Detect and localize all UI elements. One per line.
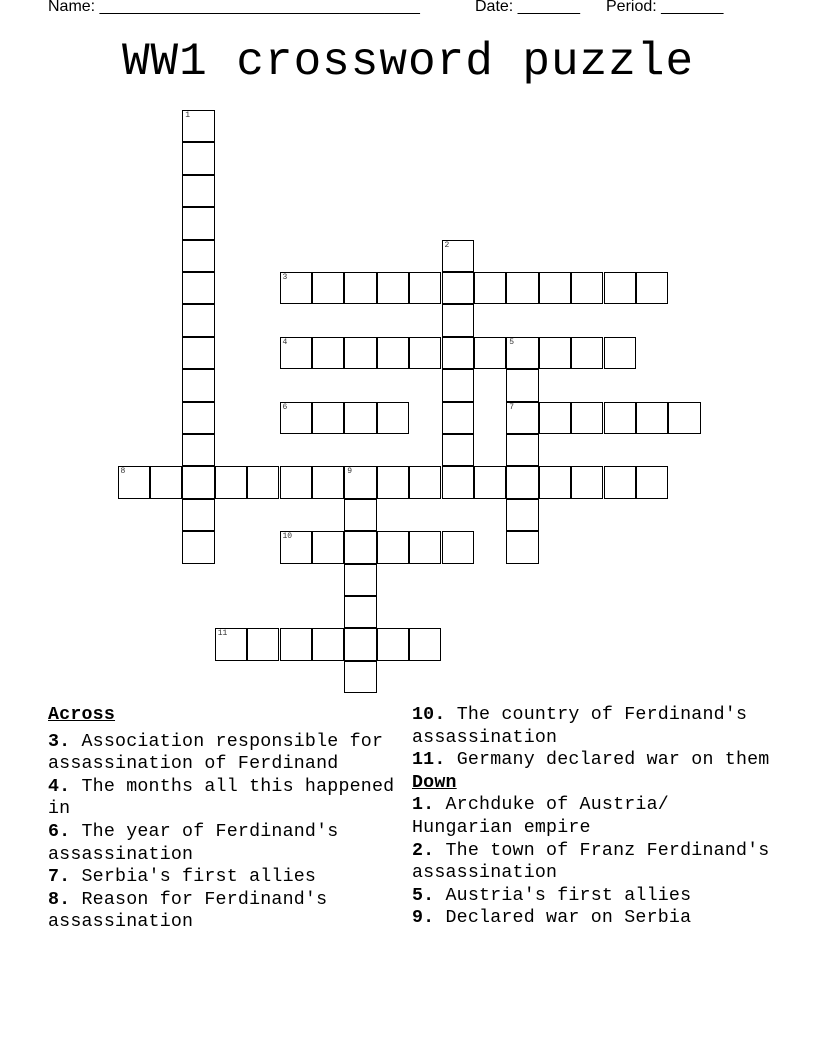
grid-cell[interactable]: [474, 466, 506, 498]
grid-cell[interactable]: [344, 499, 376, 531]
grid-cell[interactable]: [344, 272, 376, 304]
grid-cell[interactable]: [182, 402, 214, 434]
grid-cell[interactable]: [409, 272, 441, 304]
grid-cell[interactable]: [344, 628, 376, 660]
clue-text: The year of Ferdinand's assassination: [48, 821, 339, 865]
grid-cell[interactable]: [506, 337, 538, 369]
clue-number: 10.: [412, 705, 446, 725]
grid-cell[interactable]: [312, 531, 344, 563]
grid-cell[interactable]: [506, 531, 538, 563]
clue-number-label: 5: [509, 337, 515, 347]
clue-number-label: 7: [509, 402, 515, 412]
clue-number: 5.: [412, 885, 435, 906]
grid-cell[interactable]: [344, 402, 376, 434]
grid-cell[interactable]: [442, 369, 474, 401]
grid-cell[interactable]: [377, 466, 409, 498]
grid-cell[interactable]: [377, 272, 409, 304]
clue-number-label: 11: [217, 629, 228, 639]
grid-cell[interactable]: [539, 337, 571, 369]
grid-cell[interactable]: [571, 272, 603, 304]
clue-number-label: 4: [282, 337, 288, 347]
grid-cell[interactable]: [312, 402, 344, 434]
grid-cell[interactable]: [604, 272, 636, 304]
grid-cell[interactable]: [182, 337, 214, 369]
grid-cell[interactable]: [506, 402, 538, 434]
grid-cell[interactable]: [539, 466, 571, 498]
clue-number: 7.: [48, 867, 71, 888]
clue-number-label: 1: [185, 111, 191, 120]
clue-text: Declared war on Serbia: [445, 908, 692, 929]
grid-cell[interactable]: [442, 531, 474, 563]
clue-number: 2.: [412, 840, 435, 861]
grid-cell[interactable]: [442, 402, 474, 434]
grid-cell[interactable]: [150, 466, 182, 498]
clue-number-label: 3: [282, 273, 288, 282]
grid-cell[interactable]: [182, 110, 214, 142]
clue-number: 3.: [48, 731, 71, 752]
grid-cell[interactable]: [442, 434, 474, 466]
grid-cell[interactable]: [182, 142, 214, 174]
grid-cell[interactable]: [539, 272, 571, 304]
clue-text: Austria's first allies: [445, 885, 692, 906]
grid-cell[interactable]: [636, 272, 668, 304]
clues-column-left: [48, 704, 408, 934]
grid-cell[interactable]: [668, 402, 700, 434]
grid-cell[interactable]: [377, 628, 409, 660]
grid-cell[interactable]: [215, 466, 247, 498]
across-heading: Across: [48, 705, 116, 725]
grid-cell[interactable]: [506, 272, 538, 304]
clue-number: 9.: [412, 908, 435, 929]
grid-cell[interactable]: [182, 304, 214, 336]
clue-text: Association responsible for assassination of Ferdinand: [48, 731, 384, 775]
grid-cell[interactable]: [182, 240, 214, 272]
grid-cell[interactable]: [280, 272, 312, 304]
clue-text: The country of Ferdinand's assassination: [412, 705, 748, 748]
grid-cell[interactable]: [182, 207, 214, 239]
grid-cell[interactable]: [182, 531, 214, 563]
clue-item: [412, 885, 772, 908]
grid-cell[interactable]: [377, 337, 409, 369]
date-field-label[interactable]: Date: _______: [475, 0, 580, 15]
grid-cell[interactable]: [182, 434, 214, 466]
grid-cell[interactable]: [604, 337, 636, 369]
grid-cell[interactable]: [280, 628, 312, 660]
clue-number-label: 6: [282, 402, 288, 412]
grid-cell[interactable]: [474, 272, 506, 304]
clue-text: The months all this happened in: [48, 776, 395, 820]
clue-item: [48, 776, 408, 821]
clue-item: [412, 907, 772, 930]
down-heading: Down: [412, 772, 457, 793]
grid-cell[interactable]: [442, 466, 474, 498]
clue-number: 1.: [412, 795, 435, 816]
clue-item: [48, 821, 408, 866]
grid-cell[interactable]: [280, 531, 312, 563]
grid-cell[interactable]: [442, 240, 474, 272]
clue-number-label: 10: [282, 532, 293, 542]
grid-cell[interactable]: [344, 337, 376, 369]
grid-cell[interactable]: [344, 564, 376, 596]
grid-cell[interactable]: [118, 466, 150, 498]
page-title: WW1 crossword puzzle: [121, 36, 695, 88]
grid-cell[interactable]: [604, 402, 636, 434]
grid-cell[interactable]: [312, 628, 344, 660]
clue-number-label: 8: [120, 467, 126, 477]
grid-cell[interactable]: [409, 466, 441, 498]
grid-cell[interactable]: [182, 499, 214, 531]
grid-cell[interactable]: [636, 466, 668, 498]
grid-cell[interactable]: [409, 337, 441, 369]
grid-cell[interactable]: [182, 175, 214, 207]
grid-cell[interactable]: [182, 466, 214, 498]
grid-cell[interactable]: [344, 466, 376, 498]
clue-text: Serbia's first allies: [81, 867, 317, 888]
grid-cell[interactable]: [636, 402, 668, 434]
clue-text: Germany declared war on them: [456, 750, 770, 771]
grid-cell[interactable]: [215, 628, 247, 660]
clue-item: [48, 889, 408, 934]
clue-number-label: 2: [444, 240, 450, 250]
grid-cell[interactable]: [280, 466, 312, 498]
clue-item: [48, 731, 408, 776]
grid-cell[interactable]: [539, 402, 571, 434]
clue-item: [412, 704, 772, 749]
grid-cell[interactable]: [474, 337, 506, 369]
clue-number: 4.: [48, 776, 71, 797]
clue-number: 6.: [48, 821, 71, 842]
clue-text: Archduke of Austria/ Hungarian empire: [412, 795, 669, 838]
grid-cell[interactable]: [247, 628, 279, 660]
grid-cell[interactable]: [442, 337, 474, 369]
clue-item: [412, 794, 772, 839]
across-clue-list: [48, 731, 408, 934]
grid-cell[interactable]: [280, 402, 312, 434]
clue-number: 8.: [48, 889, 71, 910]
grid-cell[interactable]: [312, 337, 344, 369]
grid-cell[interactable]: [571, 466, 603, 498]
grid-cell[interactable]: [344, 531, 376, 563]
grid-cell[interactable]: [506, 499, 538, 531]
clue-text: The town of Franz Ferdinand's assassination: [412, 840, 770, 884]
grid-cell[interactable]: [571, 402, 603, 434]
clue-number-label: 9: [347, 467, 353, 477]
clue-item: [412, 840, 772, 885]
grid-cell[interactable]: [442, 272, 474, 304]
grid-cell[interactable]: [247, 466, 279, 498]
grid-cell[interactable]: [506, 434, 538, 466]
period-field-label[interactable]: Period: _______: [606, 0, 724, 15]
clue-text: Reason for Ferdinand's assassination: [48, 889, 328, 933]
clues-column-right: [412, 704, 772, 930]
grid-cell[interactable]: [312, 272, 344, 304]
grid-cell[interactable]: [377, 402, 409, 434]
grid-cell[interactable]: [344, 596, 376, 628]
grid-cell[interactable]: [571, 337, 603, 369]
grid-cell[interactable]: [280, 337, 312, 369]
across-clue-list-continued: [412, 704, 772, 772]
grid-cell[interactable]: [604, 466, 636, 498]
grid-cell[interactable]: [182, 272, 214, 304]
grid-cell[interactable]: [409, 531, 441, 563]
grid-cell[interactable]: [344, 661, 376, 693]
name-field-label[interactable]: Name: ____________________________________: [48, 0, 420, 15]
grid-cell[interactable]: [506, 369, 538, 401]
grid-cell[interactable]: [182, 369, 214, 401]
clue-item: [412, 749, 772, 772]
grid-cell[interactable]: [409, 628, 441, 660]
grid-cell[interactable]: [377, 531, 409, 563]
grid-cell[interactable]: [312, 466, 344, 498]
clue-item: [48, 866, 408, 889]
grid-cell[interactable]: [506, 466, 538, 498]
grid-cell[interactable]: [442, 304, 474, 336]
clue-number: 11.: [412, 750, 446, 771]
down-clue-list: [412, 794, 772, 930]
